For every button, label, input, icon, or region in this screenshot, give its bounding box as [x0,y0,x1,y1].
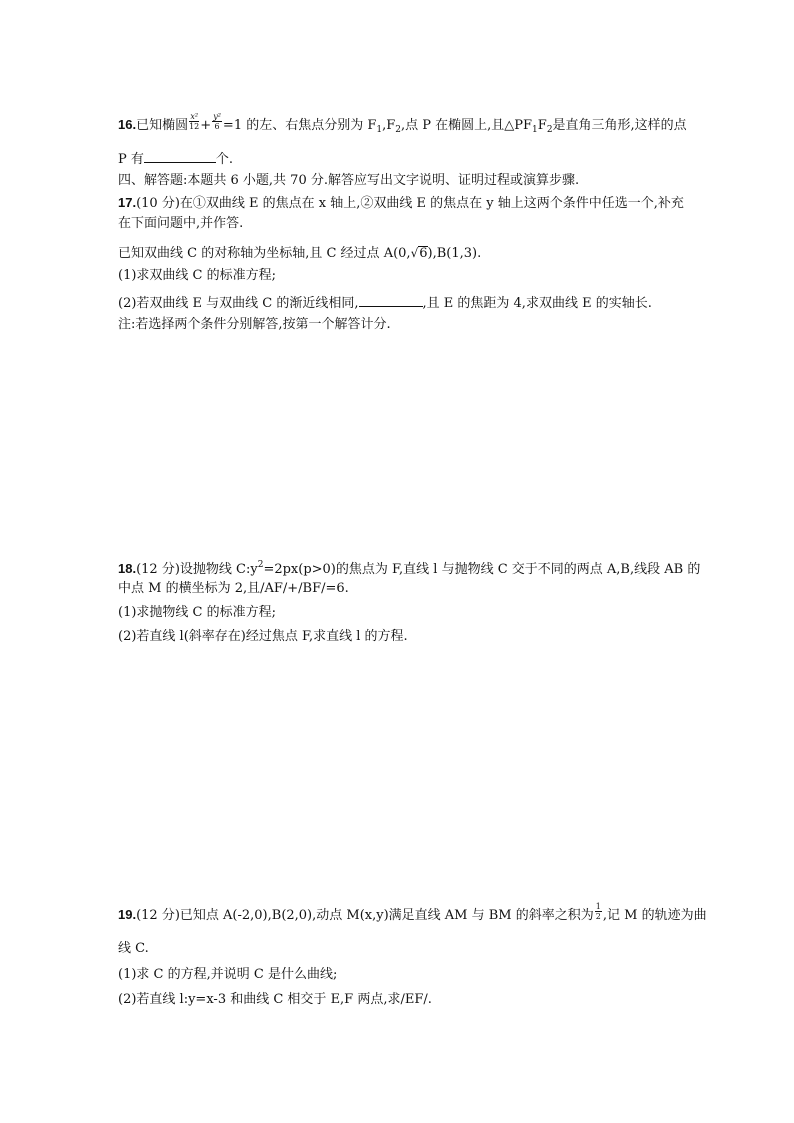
q18-line3: (1)求抛物线 C 的标准方程; [118,605,277,620]
q16-line2: P 有 个. [118,148,233,169]
q18-line1: 18.(12 分)设抛物线 $C:y^2=2px(p>0)$的焦点为 F,直线 l 与抛物线 C 交于不同的两点 A,B,线段 AB 的 [118,560,701,577]
q18-line2: 中点 M 的横坐标为 2,且/AF/+/BF/=6. [118,581,349,596]
q16-fraction-x: $\frac{\text{x²}}{12}$ [189,112,200,131]
q19-line3: (1)求 C 的方程,并说明 C 是什么曲线; [118,967,338,982]
q19-number: 19. [118,907,137,922]
q17-line6: 注:若选择两个条件分别解答,按第一个解答计分. [118,317,391,332]
q16-fraction-y: $\frac{\text{y²}}{6}$ [213,112,221,131]
q19-line4: (2)若直线 l:y=x-3 和曲线 C 相交于 E,F 两点,求/EF/. [118,992,432,1007]
q17-number: 17. [118,195,137,210]
q16-text-a: 已知椭圆 [136,118,189,133]
q17-line1: 17.(10 分)在①双曲线 E 的焦点在 x 轴上,②双曲线 E 的焦点在 y 轴上这两个条件中任选一个,补充 [118,195,684,211]
q18-line4: (2)若直线 l(斜率存在)经过焦点 F,求直线 l 的方程. [118,629,408,644]
q18-number: 18. [118,561,137,576]
q19-line2: 线 C. [118,941,149,956]
q19-fraction: $\frac{1}{2}$ [595,902,601,921]
q17-line3: 已知双曲线 C 的对称轴为坐标轴,且 C 经过点 A(0,√6),B(1,3). [118,246,482,261]
section-4-heading: 四、解答题:本题共 6 小题,共 70 分.解答应写出文字说明、证明过程或演算步骤. [118,173,580,188]
q17-line2: 在下面问题中,并作答. [118,216,244,231]
q17-line5: (2)若双曲线 E 与双曲线 C 的渐近线相同, ,且 E 的焦距为 4,求双曲线 E 的实轴长. [118,292,652,313]
q19-line1: 19.(12 分)已知点 A(-2,0),B(2,0),动点 M(x,y)满足直线 AM 与 BM 的斜率之积为 $\frac{1}{2}$ ,记 M 的轨迹为曲 [118,902,707,923]
q17-line4: (1)求双曲线 C 的标准方程; [118,268,277,283]
q16-line1: 16.已知椭圆 $\frac{\text{x²}}{12}$ + $\frac{\text{y²}}{6}$ =1 的左、右焦点分别为 $F_1,F_2$,点 P 在椭圆上,且$\triangle PF_1F_2$是直角三角形,这样的点 [118,112,687,135]
q16-number: 16. [118,117,137,132]
q17-condition-blank[interactable] [359,292,423,307]
q16-answer-blank[interactable] [144,148,216,163]
